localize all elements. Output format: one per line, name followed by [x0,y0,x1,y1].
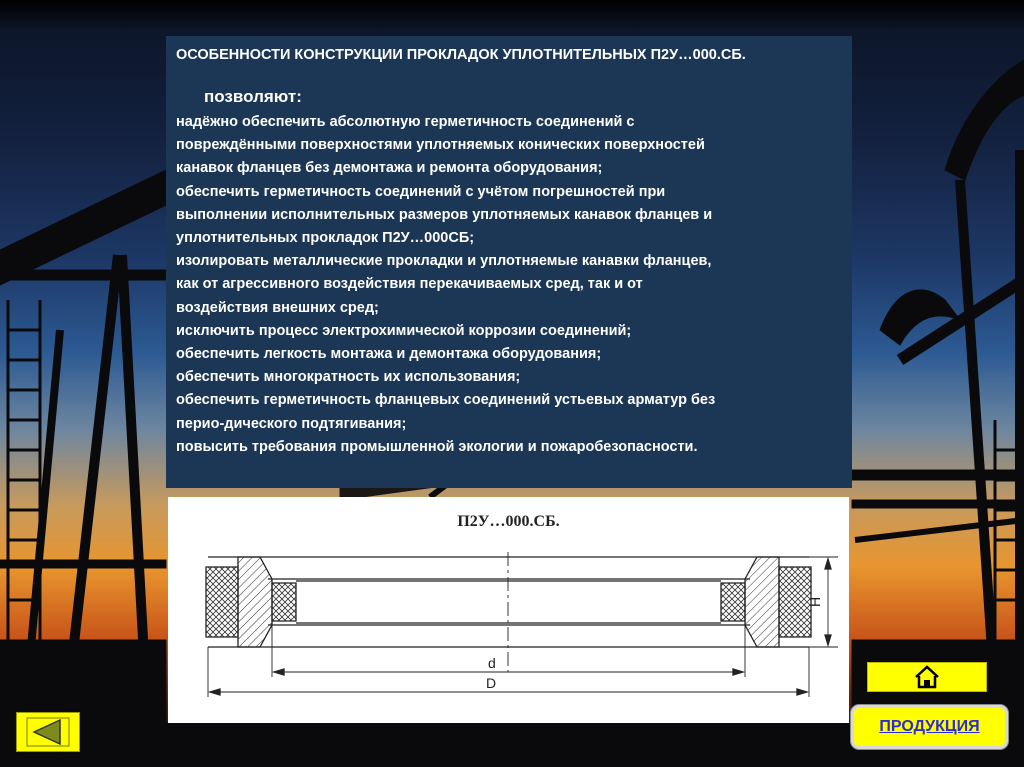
feature-line: обеспечить герметичность соединений с учётом погрешностей при [176,183,666,200]
back-button[interactable] [16,712,80,752]
right-seal-inner [721,583,745,621]
features-text-panel [166,36,852,488]
right-horsehead [945,60,1024,180]
feature-line: уплотнительных прокладок П2У…000СБ; [176,230,475,247]
dim-d-label: d [488,655,496,671]
left-platform [0,270,166,280]
feature-line: повысить требования промышленной экологии и пожаробезопасности. [176,438,698,455]
left-seal-inner [272,583,296,621]
feature-line: как от агрессивного воздействия перекачиваемых сред, так и от [176,276,643,293]
feature-line: повреждёнными поверхностями уплотняемых конических поверхностей [176,137,705,154]
slide-title: ОСОБЕННОСТИ КОНСТРУКЦИИ ПРОКЛАДОК УПЛОТНИТЕЛЬНЫХ П2У…000.СБ. [176,47,746,63]
dim-D-label: D [486,675,497,691]
feature-line: обеспечить герметичность фланцевых соединений устьевых арматур без [176,392,716,409]
drawing-title: П2У…000.СБ. [457,513,560,530]
home-button[interactable] [867,662,987,692]
left-pump-beam [0,170,166,285]
feature-line: изолировать металлические прокладки и уплотняемые канавки фланцев, [176,253,712,270]
gasket-drawing-panel [168,497,849,723]
bottom-ground [166,723,852,767]
feature-line: исключить процесс электрохимической коррозии соединений; [176,322,632,339]
feature-line: обеспечить многократность их использования; [176,369,521,386]
arrow-left-icon [26,717,70,747]
products-button[interactable] [851,705,1008,749]
slide-intro: позволяют: [204,87,302,106]
products-label[interactable]: ПРОДУКЦИЯ [879,718,980,735]
home-icon [914,665,940,689]
left-metal-ring [238,557,272,647]
gasket-drawing [168,497,849,723]
feature-line: воздействия внешних сред; [176,299,379,316]
feature-line: канавок фланцев без демонтажа и ремонта оборудования; [176,160,603,177]
feature-line: перио-дического подтягивания; [176,415,407,432]
left-crossbar [0,560,166,568]
feature-line: выполнении исполнительных размеров уплотняемых канавок фланцев и [176,206,713,223]
feature-line: надёжно обеспечить абсолютную герметичность соединений с [176,114,635,130]
features-list [176,111,842,459]
dim-H-label: H [807,596,823,607]
left-seal-outer [206,567,238,637]
right-metal-ring [745,557,779,647]
feature-line: обеспечить легкость монтажа и демонтажа оборудования; [176,346,602,363]
